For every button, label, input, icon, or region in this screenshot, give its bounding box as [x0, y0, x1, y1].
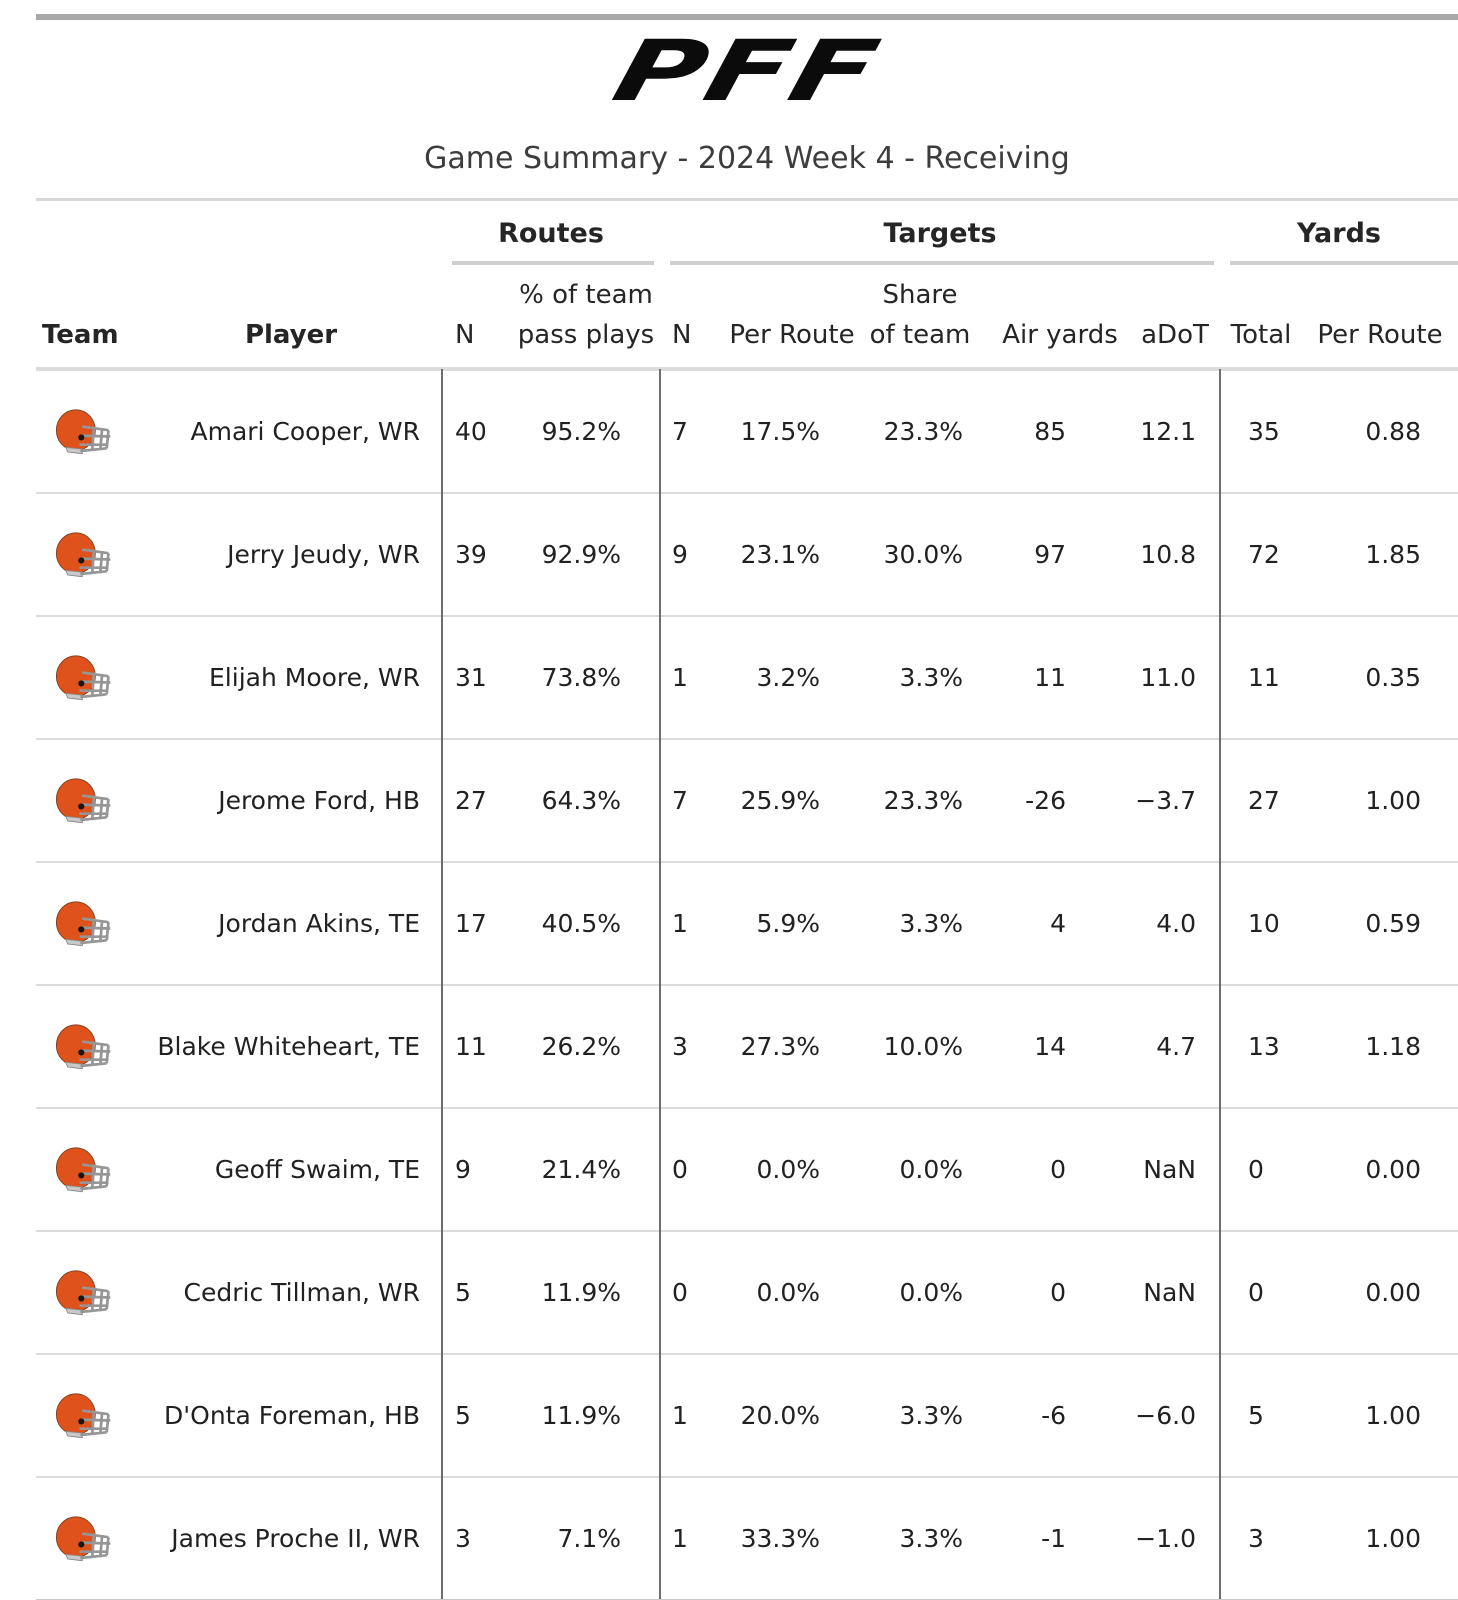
targets-n-value: 1 [672, 663, 688, 692]
target-per-route-value: 23.1% [740, 540, 820, 569]
team-cell [36, 899, 140, 949]
target-share-value: 3.3% [899, 909, 963, 938]
target-share-value: 0.0% [899, 1155, 963, 1184]
air-yards-value: 97 [1034, 540, 1066, 569]
routes-n-value: 11 [455, 1032, 487, 1061]
yards-per-route-value: 1.00 [1365, 1401, 1421, 1430]
browns-helmet-icon [55, 1268, 113, 1318]
yards-total-value: 35 [1248, 417, 1280, 446]
target-share-value: 3.3% [899, 663, 963, 692]
air-yards-value: -6 [1041, 1401, 1066, 1430]
air-yards-value: -1 [1041, 1524, 1066, 1553]
column-header-routes-pct [512, 265, 660, 367]
targets-n-value: 1 [672, 1524, 688, 1553]
team-cell [36, 407, 140, 457]
top-divider [36, 14, 1458, 20]
browns-helmet-icon [55, 407, 113, 457]
vertical-divider-routes [441, 369, 443, 1599]
target-per-route-value: 5.9% [756, 909, 820, 938]
column-header-player [140, 265, 442, 367]
adot-value: −6.0 [1135, 1401, 1196, 1430]
yards-total-value: 27 [1248, 786, 1280, 815]
target-per-route-value: 3.2% [756, 663, 820, 692]
column-header-row [36, 265, 1458, 367]
column-header-air-yards-label: Air yards [1002, 320, 1118, 350]
targets-n-value: 1 [672, 909, 688, 938]
target-share-value: 23.3% [883, 786, 963, 815]
table-row [36, 615, 1458, 738]
table-row [36, 1230, 1458, 1353]
player-name: Amari Cooper, WR [190, 417, 420, 446]
adot-value: 4.7 [1156, 1032, 1196, 1061]
routes-n-value: 9 [455, 1155, 471, 1184]
column-header-targets-n-label: N [672, 320, 692, 350]
team-cell [36, 530, 140, 580]
yards-per-route-value: 0.88 [1365, 417, 1421, 446]
adot-value: 4.0 [1156, 909, 1196, 938]
player-name: Cedric Tillman, WR [183, 1278, 420, 1307]
browns-helmet-icon [55, 530, 113, 580]
column-header-share [850, 265, 990, 367]
stats-table [36, 201, 1458, 1599]
routes-n-value: 40 [455, 417, 487, 446]
column-header-adot [1130, 265, 1220, 367]
adot-value: −1.0 [1135, 1524, 1196, 1553]
yards-total-value: 5 [1248, 1401, 1264, 1430]
routes-n-value: 5 [455, 1278, 471, 1307]
group-label-routes: Routes [498, 218, 604, 249]
target-per-route-value: 20.0% [740, 1401, 820, 1430]
target-per-route-value: 33.3% [740, 1524, 820, 1553]
routes-n-value: 5 [455, 1401, 471, 1430]
routes-n-value: 27 [455, 786, 487, 815]
targets-n-value: 7 [672, 786, 688, 815]
group-header-yards [1220, 201, 1458, 265]
column-header-yards-per-route-label: Per Route [1317, 320, 1443, 350]
routes-pct-value: 26.2% [541, 1032, 621, 1061]
column-header-player-label: Player [244, 320, 338, 350]
yards-total-value: 11 [1248, 663, 1280, 692]
player-name: Blake Whiteheart, TE [157, 1032, 420, 1061]
yards-per-route-value: 0.00 [1365, 1155, 1421, 1184]
target-share-value: 3.3% [899, 1401, 963, 1430]
browns-helmet-icon [55, 899, 113, 949]
yards-per-route-value: 0.00 [1365, 1278, 1421, 1307]
column-header-yards-total [1220, 265, 1302, 367]
player-name: Geoff Swaim, TE [214, 1155, 420, 1184]
targets-n-value: 0 [672, 1155, 688, 1184]
group-header-targets [660, 201, 1220, 265]
browns-helmet-icon [55, 1514, 113, 1564]
table-row [36, 492, 1458, 615]
target-per-route-value: 17.5% [740, 417, 820, 446]
group-spacer [36, 201, 442, 265]
column-header-share-line1: Share [882, 280, 958, 310]
air-yards-value: 0 [1050, 1155, 1066, 1184]
column-header-routes-pct-line2: pass plays [517, 320, 655, 350]
routes-pct-value: 95.2% [541, 417, 621, 446]
routes-pct-value: 7.1% [557, 1524, 621, 1553]
yards-total-value: 3 [1248, 1524, 1264, 1553]
target-share-value: 30.0% [883, 540, 963, 569]
column-header-yards-total-label: Total [1230, 320, 1292, 350]
team-cell [36, 1391, 140, 1441]
player-name: Jerry Jeudy, WR [227, 540, 420, 569]
target-share-value: 23.3% [883, 417, 963, 446]
column-header-team [36, 265, 140, 367]
column-header-routes-n-label: N [455, 320, 475, 350]
team-cell [36, 1268, 140, 1318]
air-yards-value: -26 [1025, 786, 1066, 815]
column-header-adot-label: aDoT [1141, 320, 1209, 350]
yards-total-value: 72 [1248, 540, 1280, 569]
air-yards-value: 14 [1034, 1032, 1066, 1061]
routes-pct-value: 64.3% [541, 786, 621, 815]
target-per-route-value: 0.0% [756, 1278, 820, 1307]
team-cell [36, 1022, 140, 1072]
yards-per-route-value: 1.00 [1365, 786, 1421, 815]
vertical-divider-yards [1219, 369, 1221, 1599]
team-cell [36, 1145, 140, 1195]
pff-logo: PFF [604, 22, 890, 120]
routes-pct-value: 92.9% [541, 540, 621, 569]
routes-n-value: 39 [455, 540, 487, 569]
yards-total-value: 0 [1248, 1155, 1264, 1184]
routes-pct-value: 11.9% [541, 1401, 621, 1430]
adot-value: 11.0 [1140, 663, 1196, 692]
table-row [36, 984, 1458, 1107]
group-label-yards: Yards [1296, 218, 1381, 249]
player-name: Elijah Moore, WR [209, 663, 420, 692]
table-row [36, 861, 1458, 984]
column-header-per-route-label: Per Route [729, 320, 855, 350]
logo-row [36, 22, 1458, 120]
player-name: Jerome Ford, HB [218, 786, 420, 815]
target-share-value: 3.3% [899, 1524, 963, 1553]
browns-helmet-icon [55, 1022, 113, 1072]
routes-pct-value: 11.9% [541, 1278, 621, 1307]
browns-helmet-icon [55, 653, 113, 703]
browns-helmet-icon [55, 1145, 113, 1195]
yards-total-value: 0 [1248, 1278, 1264, 1307]
browns-helmet-icon [55, 776, 113, 826]
table-row [36, 1353, 1458, 1476]
table-row [36, 1107, 1458, 1230]
air-yards-value: 4 [1050, 909, 1066, 938]
team-cell [36, 653, 140, 703]
target-per-route-value: 0.0% [756, 1155, 820, 1184]
team-cell [36, 776, 140, 826]
vertical-divider-targets [659, 369, 661, 1599]
team-cell [36, 1514, 140, 1564]
column-header-yards-per-route [1302, 265, 1458, 367]
group-header-routes [442, 201, 660, 265]
column-header-per-route [729, 265, 855, 367]
group-label-targets: Targets [883, 218, 997, 249]
targets-n-value: 3 [672, 1032, 688, 1061]
column-header-team-label: Team [42, 320, 119, 350]
yards-per-route-value: 0.59 [1365, 909, 1421, 938]
table-row [36, 1476, 1458, 1599]
column-header-targets-n [660, 265, 734, 367]
targets-n-value: 1 [672, 1401, 688, 1430]
routes-n-value: 31 [455, 663, 487, 692]
target-share-value: 0.0% [899, 1278, 963, 1307]
adot-value: 10.8 [1140, 540, 1196, 569]
adot-value: NaN [1143, 1155, 1196, 1184]
target-share-value: 10.0% [883, 1032, 963, 1061]
group-header-row [36, 201, 1458, 265]
routes-n-value: 3 [455, 1524, 471, 1553]
adot-value: 12.1 [1140, 417, 1196, 446]
column-header-routes-pct-line1: % of team [519, 280, 653, 310]
targets-n-value: 0 [672, 1278, 688, 1307]
yards-total-value: 13 [1248, 1032, 1280, 1061]
air-yards-value: 85 [1034, 417, 1066, 446]
yards-per-route-value: 0.35 [1365, 663, 1421, 692]
browns-helmet-icon [55, 1391, 113, 1441]
column-header-routes-n [442, 265, 512, 367]
target-per-route-value: 25.9% [740, 786, 820, 815]
routes-n-value: 17 [455, 909, 487, 938]
column-header-air-yards [990, 265, 1130, 367]
yards-per-route-value: 1.00 [1365, 1524, 1421, 1553]
player-name: Jordan Akins, TE [218, 909, 420, 938]
air-yards-value: 11 [1034, 663, 1066, 692]
routes-pct-value: 73.8% [541, 663, 621, 692]
table-row [36, 738, 1458, 861]
yards-per-route-value: 1.85 [1365, 540, 1421, 569]
player-name: D'Onta Foreman, HB [164, 1401, 420, 1430]
yards-total-value: 10 [1248, 909, 1280, 938]
report-title: Game Summary - 2024 Week 4 - Receiving [424, 141, 1070, 176]
air-yards-value: 0 [1050, 1278, 1066, 1307]
column-header-share-line2: of team [869, 320, 971, 350]
routes-pct-value: 40.5% [541, 909, 621, 938]
adot-value: NaN [1143, 1278, 1196, 1307]
player-name: James Proche II, WR [171, 1524, 420, 1553]
targets-n-value: 9 [672, 540, 688, 569]
yards-per-route-value: 1.18 [1365, 1032, 1421, 1061]
target-per-route-value: 27.3% [740, 1032, 820, 1061]
adot-value: −3.7 [1135, 786, 1196, 815]
targets-n-value: 7 [672, 417, 688, 446]
table-body [36, 367, 1458, 1599]
table-row [36, 369, 1458, 492]
routes-pct-value: 21.4% [541, 1155, 621, 1184]
